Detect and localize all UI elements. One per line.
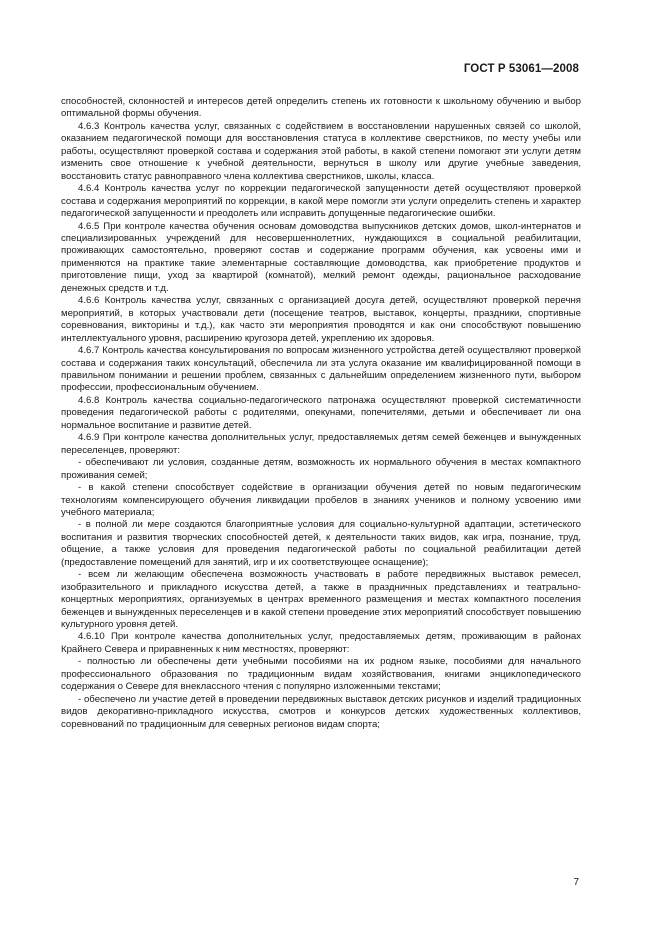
list-item: - всем ли желающим обеспечена возможность участвовать в работе передвижных выставок ремесел, изобразительного и прикладного искусства детей, а также в праздничных представлениях и театрально-концертных мероприятиях, организуемых в центрах временного размещения и местах компактного поселения беженцев и вынужденных переселенцев и в какой степени проведение этих мероприятий способствует повышению культурного уровня детей. [61,569,582,631]
list-item: - полностью ли обеспечены дети учебными пособиями на их родном языке, пособиями для начального профессионального образования по традиционным видам хозяйствования, книгами энциклопедического содержания о Севере для внеклассного чтения с популярно изложенными текстами; [61,656,581,693]
list-item: - в полной ли мере создаются благоприятные условия для социально-культурной адаптации, эстетического воспитания и развития творческих способностей детей, к деятельности таких видов, как игра, познание, труд, общение, а также условия для проведения педагогической работы по социальной реабилитации детей (предоставление помещений для занятий, игр и их соответствующее оснащение); [61,519,581,568]
list-item: - обеспечивают ли условия, созданные детям, возможность их нормального обучения в местах компактного проживания семей; [61,457,581,481]
paragraph-4-6-3: 4.6.3 Контроль качества услуг, связанных с содействием в восстановлении нарушенных связей со школой, оказанием педагогической помощи для восстановления статуса в коллективе сверстников, по месту учебы или работы, осуществляют проверкой состава и содержания этой работы, в какой степени помогают эти услуги детям изменить свое отношение к учебной деятельности, вернуться в школу или другие учебные заведения, восстановить статус равноправного члена коллектива сверстников, школы, класса. [61,120,581,182]
list-item: - в какой степени способствует содействие в организации обучения детей по новым педагогическим технологиям компенсирующего обучения ликвидации пробелов в знаниях учеников и полному усвоению ими учебного материала; [61,482,581,518]
document-body [61,96,581,731]
paragraph-continuation: способностей, склонностей и интересов детей определить степень их готовности к школьному обучению и выбор оптимальной формы обучения. [61,96,581,120]
paragraph-4-6-10: 4.6.10 При контроле качества дополнительных услуг, предоставляемых детям, проживающим в районах Крайнего Севера и приравненных к ним местностях, проверяют: [61,631,581,655]
paragraph-4-6-4: 4.6.4 Контроль качества услуг по коррекции педагогической запущенности детей осуществляют проверкой состава и содержания мероприятий по коррекции, в какой мере помогли эти услуги определить степень и характер педагогической запущенности и преодолеть или исправить допущенные педагогические ошибки. [61,183,581,220]
list-item: - обеспечено ли участие детей в проведении передвижных выставок детских рисунков и изделий традиционных видов декоративно-прикладного искусства, смотров и конкурсов детских художественных коллективов, соревнований по традиционным для северных регионов видам спорта; [61,693,581,730]
paragraph-4-6-5: 4.6.5 При контроле качества обучения основам домоводства выпускников детских домов, школ-интернатов и специализированных учреждений для несовершеннолетних, нуждающихся в социальной реабилитации, проживающих самостоятельно, проверяют состав и содержание программ обучения, как усвоены ими и применяются на практике такие элементарные составляющие домоводства, как приобретение продуктов и приготовление пищи, уход за квартирой (комнатой), мелкий ремонт одежды, рациональное расходование денежных средств и т.д. [61,220,581,294]
standard-header: ГОСТ Р 53061—2008 [463,63,579,75]
page-number: 7 [573,877,579,888]
paragraph-4-6-7: 4.6.7 Контроль качества консультирования по вопросам жизненного устройства детей осуществляют проверкой состава и содержания таких консультаций, обеспечила ли эта услуга оказание им квалифицированной помощи в правильном понимании и решении проблем, связанных с дальнейшим определением жизненного пути, выбором профессии, профессиональным обучением. [61,345,581,394]
paragraph-4-6-8: 4.6.8 Контроль качества социально-педагогического патронажа осуществляют проверкой систематичности проведения педагогической работы с родителями, опекунами, попечителями, детьми и обеспечивает ли она нормальное воспитание и развитие детей. [61,394,581,431]
paragraph-4-6-9: 4.6.9 При контроле качества дополнительных услуг, предоставляемых детям семей беженцев и вынужденных переселенцев, проверяют: [61,432,581,456]
paragraph-4-6-6: 4.6.6 Контроль качества услуг, связанных с организацией досуга детей, осуществляют проверкой перечня мероприятий, в которых участвовали дети (посещение театров, выставок, концерты, праздники, спортивные соревнования, викторины и т.д.), как часто эти мероприятия проводятся и как они способствуют повышению интеллектуального уровня, расширению кругозора детей, укреплению их здоровья. [61,295,581,344]
